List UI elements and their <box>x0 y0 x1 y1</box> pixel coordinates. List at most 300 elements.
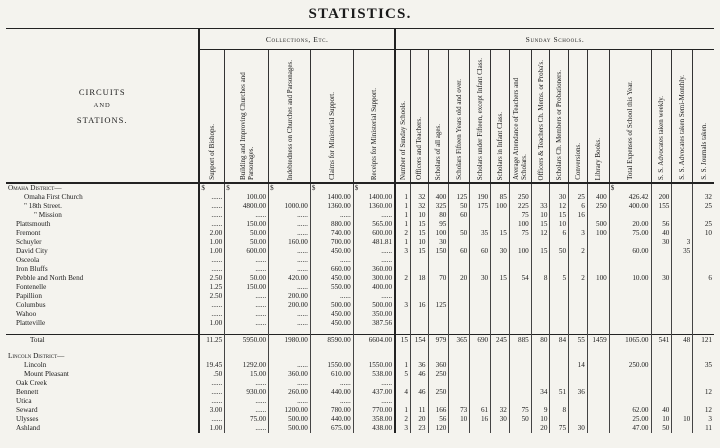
table-cell <box>550 361 569 370</box>
table-cell: 11 <box>410 406 428 415</box>
table-cell <box>609 388 651 397</box>
table-cell: 2 <box>569 274 588 283</box>
table-cell <box>491 265 510 274</box>
table-cell <box>693 370 714 379</box>
table-cell: 350.00 <box>353 310 395 319</box>
table-cell: 5 <box>550 274 569 283</box>
column-header <box>470 50 491 184</box>
table-cell: 56 <box>428 415 449 424</box>
total-row <box>6 335 714 347</box>
table-cell: 225 <box>509 202 531 211</box>
district-row <box>6 352 714 361</box>
table-cell: 100 <box>428 229 449 238</box>
table-cell <box>569 301 588 310</box>
table-row <box>6 283 714 292</box>
table-cell <box>353 352 395 361</box>
table-cell <box>587 370 609 379</box>
table-cell: 450.00 <box>310 247 353 256</box>
table-cell: 60 <box>449 211 470 220</box>
table-cell: ...... <box>310 292 353 301</box>
table-cell: 1.00 <box>199 238 224 247</box>
station-name: Fontenelle <box>16 283 47 291</box>
table-cell <box>651 256 672 265</box>
column-header <box>395 50 410 184</box>
table-cell: 25 <box>693 220 714 229</box>
table-cell <box>428 379 449 388</box>
table-cell <box>509 319 531 328</box>
table-cell <box>410 352 428 361</box>
table-cell <box>672 361 693 370</box>
table-cell: 2.00 <box>199 229 224 238</box>
table-cell <box>491 397 510 406</box>
table-cell: ...... <box>269 265 311 274</box>
table-cell: 4800.00 <box>225 202 269 211</box>
table-cell <box>470 310 491 319</box>
table-cell: 16 <box>410 301 428 310</box>
table-cell <box>410 292 428 301</box>
table-cell <box>449 397 470 406</box>
table-cell <box>491 211 510 220</box>
table-cell <box>672 319 693 328</box>
table-cell: 150 <box>428 247 449 256</box>
table-cell: 400.00 <box>609 202 651 211</box>
table-cell <box>550 370 569 379</box>
table-cell: 2 <box>395 415 410 424</box>
table-cell <box>491 379 510 388</box>
table-row <box>6 211 714 220</box>
statistics-table-container <box>6 28 714 442</box>
table-cell <box>672 193 693 202</box>
table-cell: 100 <box>509 220 531 229</box>
table-cell: 25.00 <box>609 415 651 424</box>
table-cell <box>269 193 311 202</box>
table-cell <box>693 301 714 310</box>
table-cell <box>550 352 569 361</box>
table-cell: ...... <box>225 301 269 310</box>
table-cell: 8590.00 <box>310 335 353 347</box>
table-cell: 5950.00 <box>225 335 269 347</box>
table-cell: 30 <box>491 415 510 424</box>
table-cell: 75.00 <box>609 229 651 238</box>
table-cell <box>550 256 569 265</box>
table-cell: ...... <box>199 310 224 319</box>
table-cell: $ <box>310 183 353 193</box>
table-cell: 250 <box>509 193 531 202</box>
table-cell: 125 <box>449 193 470 202</box>
station-name: Platteville <box>16 319 46 327</box>
column-header <box>693 50 714 184</box>
table-cell: 50 <box>449 229 470 238</box>
table-cell <box>410 265 428 274</box>
table-cell: 36 <box>569 388 588 397</box>
table-cell <box>395 310 410 319</box>
table-cell: 10 <box>410 238 428 247</box>
station-name: Ulysses <box>16 415 39 423</box>
table-cell <box>693 256 714 265</box>
table-row <box>6 292 714 301</box>
table-cell <box>587 406 609 415</box>
table-cell <box>470 379 491 388</box>
table-cell: 54 <box>509 274 531 283</box>
table-cell: 250.00 <box>609 361 651 370</box>
table-cell: 3 <box>672 238 693 247</box>
table-cell: 60 <box>470 247 491 256</box>
table-row <box>6 415 714 424</box>
table-cell: 1 <box>395 202 410 211</box>
table-cell <box>693 247 714 256</box>
table-cell <box>531 301 550 310</box>
column-header <box>587 50 609 184</box>
table-cell: 100 <box>587 229 609 238</box>
table-cell: 100.00 <box>225 193 269 202</box>
table-cell: 450.00 <box>310 274 353 283</box>
table-cell: 1065.00 <box>609 335 651 347</box>
table-row <box>6 319 714 328</box>
table-cell <box>428 310 449 319</box>
column-header-label: Scholars in Infant Class. <box>495 111 504 180</box>
table-cell <box>449 424 470 433</box>
table-cell <box>609 211 651 220</box>
table-cell: 10 <box>449 415 470 424</box>
table-cell <box>395 183 410 193</box>
table-cell: 46 <box>410 370 428 379</box>
station-name: Columbus <box>16 301 46 309</box>
table-cell: 600.00 <box>353 229 395 238</box>
table-cell: ...... <box>269 247 311 256</box>
table-cell <box>672 310 693 319</box>
table-cell: $ <box>353 183 395 193</box>
table-cell: 75 <box>550 424 569 433</box>
table-cell: 12 <box>693 406 714 415</box>
table-cell <box>672 292 693 301</box>
table-cell: ...... <box>225 319 269 328</box>
table-cell: 10 <box>531 211 550 220</box>
table-cell: ...... <box>310 397 353 406</box>
table-cell: 30 <box>491 247 510 256</box>
stub-header <box>6 29 199 184</box>
table-cell: 10 <box>693 229 714 238</box>
table-cell <box>569 238 588 247</box>
table-cell: ...... <box>353 379 395 388</box>
table-cell: ...... <box>269 361 311 370</box>
table-cell <box>470 397 491 406</box>
table-cell <box>470 265 491 274</box>
table-cell <box>672 406 693 415</box>
table-cell <box>531 292 550 301</box>
table-cell <box>550 319 569 328</box>
table-cell <box>410 319 428 328</box>
table-cell: ...... <box>225 406 269 415</box>
table-cell: 20 <box>449 274 470 283</box>
table-cell: 2.50 <box>199 292 224 301</box>
table-cell <box>428 319 449 328</box>
column-header-label: Officers and Teachers. <box>415 117 424 180</box>
table-cell: 50.00 <box>225 238 269 247</box>
table-cell: 48 <box>672 335 693 347</box>
table-cell <box>491 256 510 265</box>
table-cell <box>470 361 491 370</box>
table-cell: 6 <box>569 202 588 211</box>
statistics-table <box>6 28 714 433</box>
table-cell <box>470 238 491 247</box>
table-cell: 36 <box>410 361 428 370</box>
table-cell: 100 <box>587 274 609 283</box>
table-cell: 8 <box>550 406 569 415</box>
table-cell: ...... <box>269 310 311 319</box>
table-cell <box>651 247 672 256</box>
table-cell <box>672 229 693 238</box>
table-cell: 2.50 <box>199 274 224 283</box>
table-cell: 25 <box>693 202 714 211</box>
table-cell: ...... <box>269 256 311 265</box>
table-cell <box>693 397 714 406</box>
table-cell <box>569 352 588 361</box>
table-cell <box>672 301 693 310</box>
table-cell <box>609 379 651 388</box>
table-cell <box>569 220 588 229</box>
table-cell <box>470 183 491 193</box>
table-cell: 121 <box>693 335 714 347</box>
table-cell <box>269 352 311 361</box>
table-cell: 2 <box>395 229 410 238</box>
table-cell <box>310 352 353 361</box>
table-row <box>6 301 714 310</box>
table-cell: 12 <box>550 202 569 211</box>
table-cell: 450.00 <box>310 310 353 319</box>
table-cell <box>509 283 531 292</box>
table-cell: 32 <box>410 202 428 211</box>
table-cell: ...... <box>310 256 353 265</box>
table-cell: ...... <box>225 265 269 274</box>
table-cell <box>550 397 569 406</box>
table-cell: 1459 <box>587 335 609 347</box>
table-cell <box>410 256 428 265</box>
table-cell <box>509 301 531 310</box>
table-cell: 770.00 <box>353 406 395 415</box>
table-cell: 15 <box>531 247 550 256</box>
table-cell <box>609 265 651 274</box>
table-cell: 4 <box>395 388 410 397</box>
table-cell: 690 <box>470 335 491 347</box>
table-cell: ...... <box>353 292 395 301</box>
table-cell: 1 <box>395 193 410 202</box>
table-cell: 95 <box>428 220 449 229</box>
table-cell: 15 <box>550 211 569 220</box>
station-name: Mount Pleasant <box>24 370 69 378</box>
table-cell <box>609 319 651 328</box>
table-cell <box>587 352 609 361</box>
table-cell: 1550.00 <box>353 361 395 370</box>
table-cell <box>449 256 470 265</box>
column-header-label: Indebtedness on Churches and Parsonages. <box>285 59 294 180</box>
table-row <box>6 193 714 202</box>
table-cell: 75 <box>509 229 531 238</box>
table-cell: ...... <box>269 220 311 229</box>
table-cell: 15 <box>395 335 410 347</box>
table-cell <box>470 292 491 301</box>
table-cell: 360.00 <box>353 265 395 274</box>
column-header <box>651 50 672 184</box>
column-header <box>225 50 269 184</box>
table-cell: 250 <box>428 388 449 397</box>
table-cell: 75 <box>509 211 531 220</box>
table-cell: 1200.00 <box>269 406 311 415</box>
table-cell <box>509 352 531 361</box>
table-cell <box>449 301 470 310</box>
table-cell: 30 <box>569 424 588 433</box>
stub-line-3: STATIONS. <box>76 114 128 125</box>
table-cell: 1400.00 <box>353 193 395 202</box>
page-title: STATISTICS. <box>308 6 412 22</box>
table-cell: 32 <box>693 193 714 202</box>
table-cell <box>672 202 693 211</box>
table-cell: 50 <box>651 424 672 433</box>
column-header <box>353 50 395 184</box>
station-name: Wahoo <box>16 310 37 318</box>
table-cell: ...... <box>353 247 395 256</box>
table-cell <box>609 301 651 310</box>
table-cell: 70 <box>428 274 449 283</box>
table-cell: $ <box>225 183 269 193</box>
column-header-label: Average Attendance of Teachers and Scholars. <box>512 77 529 180</box>
table-cell <box>651 283 672 292</box>
table-cell: $ <box>269 183 311 193</box>
table-row <box>6 370 714 379</box>
table-cell: 15 <box>410 229 428 238</box>
table-cell: 1400.00 <box>310 193 353 202</box>
table-cell: 160.00 <box>269 238 311 247</box>
table-cell: 150.00 <box>225 220 269 229</box>
table-cell <box>509 256 531 265</box>
table-cell <box>651 310 672 319</box>
table-cell <box>693 283 714 292</box>
table-cell <box>509 238 531 247</box>
column-header-label: Library Books. <box>594 137 603 180</box>
table-cell: 358.00 <box>353 415 395 424</box>
table-cell <box>609 283 651 292</box>
table-cell: 387.56 <box>353 319 395 328</box>
table-cell <box>395 292 410 301</box>
table-cell: 325 <box>428 202 449 211</box>
table-cell <box>449 370 470 379</box>
table-cell <box>491 238 510 247</box>
table-cell: 61 <box>470 406 491 415</box>
table-cell <box>470 424 491 433</box>
table-cell <box>587 292 609 301</box>
table-cell <box>531 361 550 370</box>
table-cell: 33 <box>531 202 550 211</box>
station-name: Osceola <box>16 256 40 264</box>
table-cell: ...... <box>269 229 311 238</box>
table-cell <box>651 319 672 328</box>
table-cell <box>587 379 609 388</box>
table-cell <box>672 397 693 406</box>
table-cell <box>509 292 531 301</box>
column-header <box>269 50 311 184</box>
table-row <box>6 202 714 211</box>
table-cell <box>651 370 672 379</box>
table-cell: 3 <box>395 424 410 433</box>
table-cell <box>428 283 449 292</box>
station-name: Omaha District— <box>8 184 62 192</box>
table-cell <box>693 379 714 388</box>
district-row <box>6 183 714 193</box>
table-cell: ...... <box>269 397 311 406</box>
table-cell <box>672 256 693 265</box>
table-row <box>6 247 714 256</box>
table-cell: 155 <box>651 202 672 211</box>
table-cell <box>569 415 588 424</box>
table-cell: 166 <box>428 406 449 415</box>
station-name: Lincoln <box>24 361 47 369</box>
table-cell <box>491 310 510 319</box>
column-header-label: S. S. Journals taken. <box>699 123 708 180</box>
table-cell <box>470 301 491 310</box>
table-cell: 300.00 <box>353 274 395 283</box>
table-cell <box>569 283 588 292</box>
column-header <box>550 50 569 184</box>
table-cell: 50.00 <box>225 229 269 238</box>
table-cell: ...... <box>199 220 224 229</box>
table-cell: 15 <box>531 220 550 229</box>
table-cell <box>449 238 470 247</box>
table-cell: 250 <box>428 370 449 379</box>
table-cell <box>587 301 609 310</box>
table-cell: 930.00 <box>225 388 269 397</box>
column-header <box>609 50 651 184</box>
table-cell: 200.00 <box>269 301 311 310</box>
table-cell: ...... <box>269 283 311 292</box>
table-cell <box>609 292 651 301</box>
table-cell: ...... <box>225 397 269 406</box>
table-cell: 25 <box>569 193 588 202</box>
table-cell: 6 <box>693 274 714 283</box>
table-cell: ...... <box>225 379 269 388</box>
table-cell <box>550 265 569 274</box>
table-cell: 979 <box>428 335 449 347</box>
table-cell <box>470 388 491 397</box>
table-cell: 125 <box>428 301 449 310</box>
table-row <box>6 229 714 238</box>
table-cell: 740.00 <box>310 229 353 238</box>
table-cell: 3 <box>569 229 588 238</box>
table-cell: 2 <box>569 247 588 256</box>
table-row <box>6 265 714 274</box>
table-cell <box>428 183 449 193</box>
table-cell <box>449 361 470 370</box>
column-header <box>569 50 588 184</box>
table-cell <box>470 352 491 361</box>
column-header <box>491 50 510 184</box>
table-cell: 55 <box>569 335 588 347</box>
station-name: Plattsmouth <box>16 220 51 228</box>
table-cell <box>491 370 510 379</box>
table-cell: ...... <box>225 292 269 301</box>
stub-line-1: CIRCUITS <box>78 86 126 97</box>
table-cell: ...... <box>199 415 224 424</box>
table-cell <box>428 292 449 301</box>
table-cell <box>531 238 550 247</box>
table-cell <box>509 310 531 319</box>
collections-group-header: Collections, Etc. <box>199 29 395 50</box>
table-cell <box>410 283 428 292</box>
table-cell <box>609 238 651 247</box>
table-cell <box>491 424 510 433</box>
table-row <box>6 361 714 370</box>
table-cell <box>410 379 428 388</box>
table-cell: $ <box>609 183 651 193</box>
table-cell: ...... <box>269 319 311 328</box>
